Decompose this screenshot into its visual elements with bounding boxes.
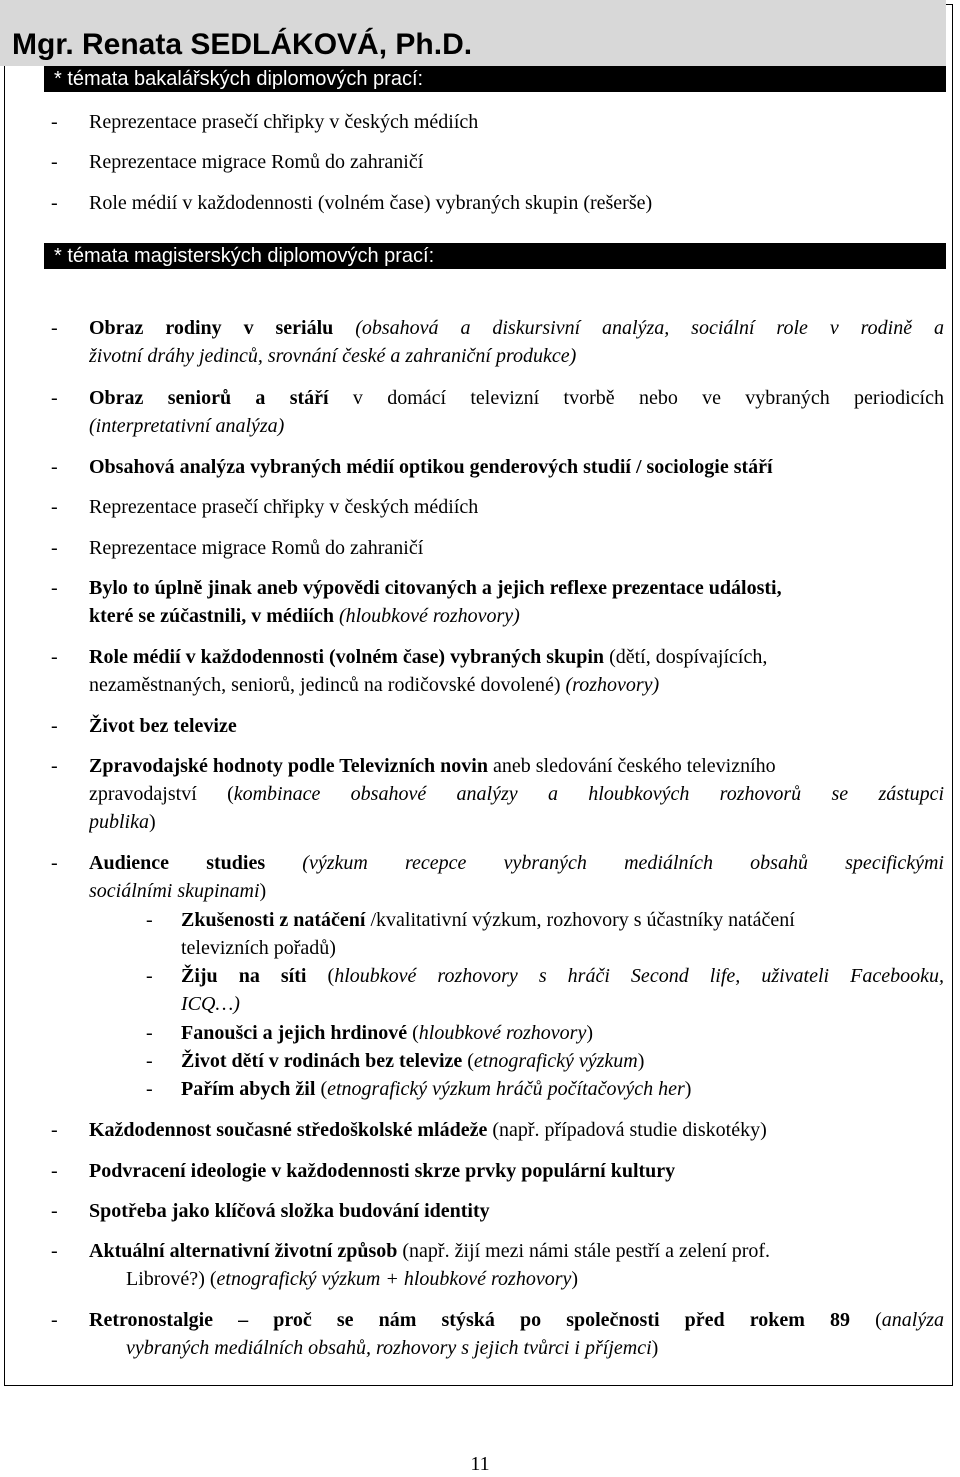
closing-paren: ): [586, 1022, 594, 1044]
topic-method: publika: [89, 811, 149, 833]
topic-description: televizních pořadů): [181, 937, 336, 959]
topic-title: Zpravodajské hodnoty podle Televizních novin: [89, 755, 493, 777]
bullet-dash: -: [146, 909, 153, 931]
bullet-dash: -: [146, 965, 153, 987]
topic-title: Pařím abych žil: [181, 1078, 321, 1100]
topic-text: [89, 1306, 944, 1334]
topic-text: [89, 752, 944, 780]
topic-title: Role médií v každodennosti (volném čase) vybraných skupin: [89, 646, 610, 668]
topic-text: [89, 453, 944, 481]
topic-title: Žiju na síti: [181, 965, 328, 987]
topic-method: hloubkové rozhovory: [418, 1022, 587, 1044]
topic-text: [181, 1019, 944, 1047]
topic-text: [89, 849, 944, 877]
topic-description: /kvalitativní výzkum, rozhovory s účastníky natáčení: [370, 909, 795, 931]
closing-paren: ): [149, 811, 156, 833]
topic-description: (dětí, dospívajících,: [609, 646, 768, 668]
bullet-dash: -: [146, 1050, 153, 1072]
closing-paren: ): [259, 880, 267, 902]
topic-description: aneb sledování českého televizního: [492, 755, 776, 777]
opening-paren: (: [320, 1078, 328, 1100]
topic-description: v domácí televizní tvorbě nebo ve vybraných periodicích: [352, 387, 944, 409]
topic-method: (rozhovory): [565, 674, 660, 696]
topic-method: etnografický výzkum: [473, 1050, 638, 1072]
topic-method: (interpretativní analýza): [89, 415, 285, 437]
topic-text-line2: [89, 671, 944, 699]
topic-title: Život dětí v rodinách bez televize: [181, 1050, 468, 1072]
topic-method: analýza: [881, 1309, 944, 1331]
topic-text: [89, 189, 944, 217]
topic-text-line2: [126, 1334, 960, 1362]
bullet-dash: -: [51, 456, 58, 478]
bullet-dash: -: [51, 852, 58, 874]
topic-method: (hloubkové rozhovory): [338, 605, 520, 627]
closing-paren: ): [651, 1337, 659, 1359]
topic-title: Život bez televize: [89, 715, 237, 737]
bullet-dash: -: [51, 1200, 58, 1222]
topic-method: etnografický výzkum hráčů počítačových her: [327, 1078, 685, 1100]
topic-text: [181, 1047, 944, 1075]
bullet-dash: -: [51, 317, 58, 339]
header-bar: [0, 0, 946, 66]
bullet-dash: -: [51, 577, 58, 599]
bullet-dash: -: [51, 1160, 58, 1182]
topic-text-line2: [181, 990, 944, 1018]
closing-paren: ): [684, 1078, 692, 1100]
bullet-dash: -: [51, 715, 58, 737]
topic-method: ICQ…): [181, 993, 240, 1015]
topic-title: Retronostalgie – proč se nám stýská po společnosti před rokem 89: [89, 1309, 876, 1331]
topic-text: [89, 712, 944, 740]
topic-text-line2: [89, 342, 944, 370]
bullet-dash: -: [51, 755, 58, 777]
topic-title: Role médií v každodennosti (volném čase) vybraných skupin: [89, 192, 584, 214]
topic-method: (obsahová a diskursivní analýza, sociální role v rodině a: [355, 317, 944, 339]
bullet-dash: -: [51, 496, 58, 518]
closing-paren: ): [571, 1268, 579, 1290]
topic-text: [181, 1075, 944, 1103]
bachelor-topics-heading: * témata bakalářských diplomových prací:: [44, 66, 946, 92]
topic-title: Obraz seniorů a stáří: [89, 387, 353, 409]
topic-text-line2: [89, 602, 944, 630]
opening-paren: (: [412, 1022, 419, 1044]
topic-text-line2: [89, 780, 944, 808]
bullet-dash: -: [51, 1309, 58, 1331]
topic-text: [89, 1116, 944, 1144]
author-name: Mgr. Renata SEDLÁKOVÁ, Ph.D.: [12, 28, 473, 61]
topic-text: [89, 1157, 944, 1185]
topic-method: vybraných mediálních obsahů, rozhovory s jejich tvůrci i příjemci: [126, 1337, 652, 1359]
bullet-dash: -: [51, 537, 58, 559]
topic-text-line2: [89, 877, 944, 905]
topic-title: Reprezentace migrace Romů do zahraničí: [89, 537, 424, 559]
bullet-dash: -: [51, 1240, 58, 1262]
topic-text: [89, 384, 944, 412]
bullet-dash: -: [51, 151, 58, 173]
bullet-dash: -: [146, 1078, 153, 1100]
topic-title: Zkušenosti z natáčení: [181, 909, 371, 931]
topic-method: sociálními skupinami: [89, 880, 260, 902]
topic-title: Bylo to úplně jinak aneb výpovědi citovaných a jejich reflexe prezentace události,: [89, 577, 782, 599]
topic-method: kombinace obsahové analýzy a hloubkových rozhovorů se zástupci: [233, 783, 944, 805]
opening-paren: (: [467, 1050, 474, 1072]
topic-text-line3: [89, 808, 944, 836]
topic-title: Aktuální alternativní životní způsob: [89, 1240, 403, 1262]
topic-text: [181, 962, 944, 990]
topic-title: Audience studies: [89, 852, 303, 874]
topic-title: Podvracení ideologie v každodennosti skrze prvky populární kultury: [89, 1160, 676, 1182]
page-number: 11: [470, 1453, 490, 1475]
topic-description: (např. případová studie diskotéky): [492, 1119, 767, 1141]
bullet-dash: -: [51, 192, 58, 214]
topic-title: Fanoušci a jejich hrdinové: [181, 1022, 413, 1044]
bullet-dash: -: [146, 1022, 153, 1044]
topic-title: Každodennost současné středoškolské mládeže: [89, 1119, 493, 1141]
topic-text: [181, 906, 944, 934]
opening-paren: (: [327, 965, 335, 987]
topic-title: Obraz rodiny v seriálu: [89, 317, 356, 339]
topic-method: životní dráhy jedinců, srovnání české a zahraniční produkce): [89, 345, 577, 367]
bullet-dash: -: [51, 111, 58, 133]
topic-description: (např. žijí mezi námi stále pestří a zelení prof.: [402, 1240, 771, 1262]
topic-text: [89, 574, 944, 602]
topic-title: Obsahová analýza vybraných médií optikou genderových studií / sociologie stáří: [89, 456, 773, 478]
topic-text: [89, 1237, 944, 1265]
bullet-dash: -: [51, 387, 58, 409]
topic-text-line2: [126, 1265, 960, 1293]
topic-text: [89, 1197, 944, 1225]
bullet-dash: -: [51, 1119, 58, 1141]
master-topics-heading: * témata magisterských diplomových prací:: [44, 243, 946, 269]
topic-title: které se zúčastnili, v médiích: [89, 605, 339, 627]
topic-description: zpravodajství (: [89, 783, 234, 805]
topic-method: etnografický výzkum + hloubkové rozhovory: [216, 1268, 572, 1290]
topic-method: (výzkum recepce vybraných mediálních obsahů specifickými: [302, 852, 944, 874]
topic-title: Reprezentace migrace Romů do zahraničí: [89, 151, 424, 173]
topic-method: (rešerše): [583, 192, 653, 214]
bullet-dash: -: [51, 646, 58, 668]
topic-description: Librové?) (: [126, 1268, 217, 1290]
closing-paren: ): [637, 1050, 645, 1072]
topic-title: Reprezentace prasečí chřipky v českých médiích: [89, 111, 479, 133]
topic-text-line2: [181, 934, 944, 962]
opening-paren: (: [875, 1309, 882, 1331]
topic-title: Spotřeba jako klíčová složka budování identity: [89, 1200, 490, 1222]
topic-text-line2: [89, 412, 944, 440]
topic-text: [89, 643, 944, 671]
topic-text: [89, 314, 944, 342]
topic-description: nezaměstnaných, seniorů, jedinců na rodičovské dovolené): [89, 674, 566, 696]
topic-method: hloubkové rozhovory s hráči Second life, uživateli Facebooku,: [334, 965, 944, 987]
topic-title: Reprezentace prasečí chřipky v českých médiích: [89, 496, 479, 518]
